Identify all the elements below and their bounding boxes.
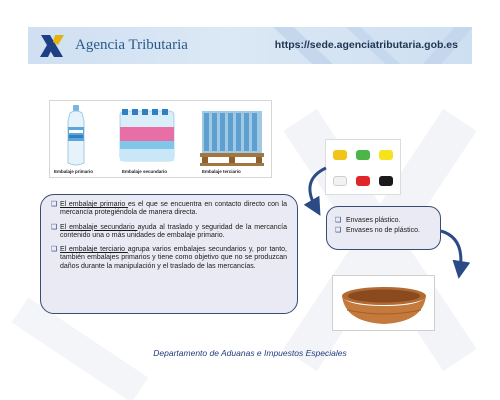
definition-text: agrupa varios embalajes secundarios y, por tanto, también embalajes primarios y tiene como objetivo que no se produzcan daños durante la manipulación y el traslado de las mercancías. bbox=[60, 246, 287, 270]
packaging-types-image bbox=[49, 100, 272, 178]
caption-secundario: Embalaje secundario bbox=[122, 169, 168, 174]
pallet-illustration bbox=[200, 111, 264, 166]
definition-text: ayuda al traslado y seguridad de la mercancía contenido una o más unidades de embalaje primario. bbox=[60, 223, 287, 239]
cap-green bbox=[356, 150, 370, 160]
cap-white bbox=[333, 176, 347, 186]
term-primario: El embalaje primario bbox=[60, 201, 128, 208]
agencia-tributaria-logo-icon bbox=[38, 33, 66, 59]
cap-light-yellow bbox=[379, 150, 393, 160]
bottle-pack-illustration bbox=[120, 109, 174, 161]
header-banner bbox=[28, 27, 472, 64]
site-url[interactable]: https://sede.agenciatributaria.gob.es bbox=[274, 39, 458, 51]
bottle-caps-image bbox=[325, 139, 401, 195]
checkbox-bullet-icon: ❑ bbox=[51, 246, 58, 254]
agency-name: Agencia Tributaria bbox=[75, 37, 188, 53]
envase-item bbox=[335, 216, 432, 226]
definition-primario bbox=[51, 201, 287, 218]
checkbox-bullet-icon: ❑ bbox=[51, 223, 58, 231]
checkbox-bullet-icon: ❑ bbox=[335, 217, 342, 224]
definition-terciario bbox=[51, 246, 287, 271]
water-bottle-illustration bbox=[68, 105, 84, 165]
packaging-illustration bbox=[50, 101, 273, 179]
footer-department: Departamento de Aduanas e Impuestos Especiales bbox=[153, 348, 347, 358]
envase-item bbox=[335, 226, 432, 236]
checkbox-bullet-icon: ❑ bbox=[335, 226, 342, 234]
bowl-illustration bbox=[333, 276, 436, 332]
term-secundario: El embalaje secundario bbox=[60, 223, 138, 231]
cap-yellow bbox=[333, 150, 347, 160]
caption-terciario: Embalaje terciario bbox=[202, 169, 241, 174]
envases-box bbox=[326, 206, 441, 250]
definition-secundario bbox=[51, 224, 287, 241]
checkbox-bullet-icon: ❑ bbox=[51, 201, 58, 208]
cap-red bbox=[356, 176, 370, 186]
envase-label: Envases no de plástico. bbox=[346, 226, 420, 234]
cap-black bbox=[379, 176, 393, 186]
packaging-definitions-box bbox=[40, 194, 298, 314]
definition-text: es el que se encuentra en contacto directo con la mercancía protegiéndola de manera directa. bbox=[60, 201, 288, 217]
caption-primario: Embalaje primario bbox=[54, 169, 94, 174]
clay-bowl-image bbox=[332, 275, 435, 331]
term-terciario: El embalaje terciario bbox=[60, 246, 128, 254]
envase-label: Envases plástico. bbox=[346, 217, 401, 224]
